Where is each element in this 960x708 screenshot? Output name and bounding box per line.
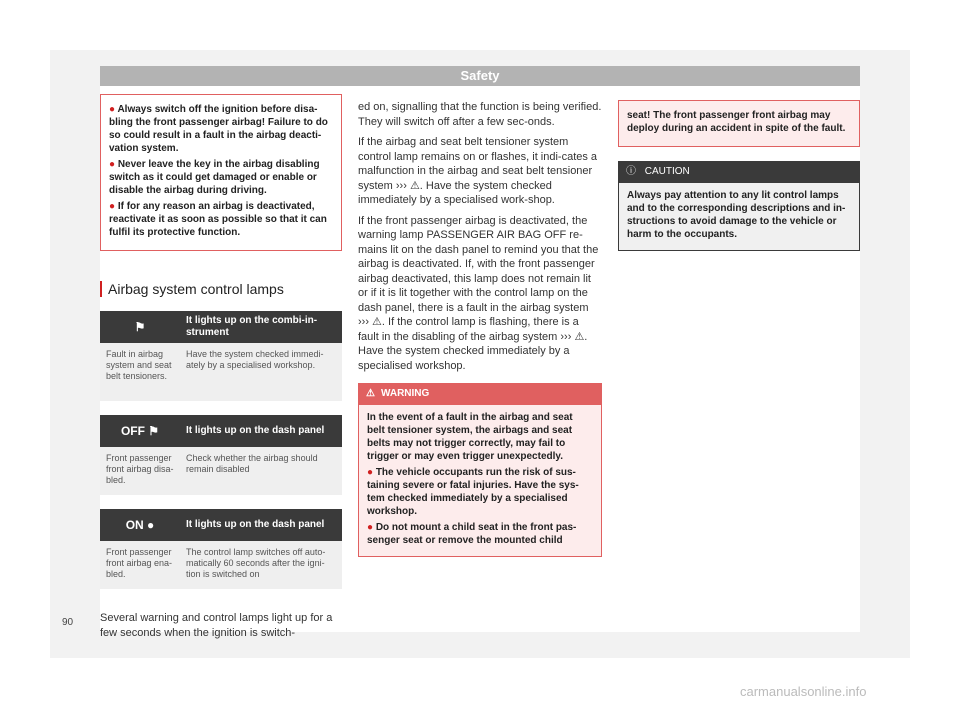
bullet-item: ● Never leave the key in the airbag disabling switch as it could get damaged or enable or disable the airbag during driving. [109, 159, 320, 196]
lamp-action: The control lamp switches off auto-matically 60 seconds after the igni-tion is switched on [186, 547, 326, 579]
warning-body [358, 405, 602, 557]
info-circle-icon: ⓘ [626, 166, 636, 177]
bullet-icon: ● [367, 467, 376, 478]
bullet-item: ● Always switch off the ignition before disa-bling the front passenger airbag! Failure to do so could result in a fault in the airbag deacti-vation system. [109, 104, 328, 154]
lamp-table [100, 311, 342, 589]
lamp-heading: It lights up on the dash panel [186, 425, 325, 436]
lamp-row [100, 447, 342, 495]
lamp-heading: It lights up on the dash panel [186, 519, 325, 530]
caution-body [618, 183, 860, 251]
lamp-condition: Front passenger front airbag disa-bled. [106, 453, 174, 485]
bullet-icon: ● [109, 201, 118, 212]
lamp-header [100, 509, 342, 541]
lamp-condition: Fault in airbag system and seat belt tensioners. [106, 349, 172, 381]
lamp-header [100, 415, 342, 447]
caution-text: Always pay attention to any lit control lamps and to the corresponding descriptions and in-structions to avoid damage to the vehicle or harm to the occupants. [627, 190, 846, 240]
page-content [100, 86, 860, 639]
bullet-item: ● Do not mount a child seat in the front pas-senger seat or remove the mounted child [367, 522, 577, 546]
column-left [100, 86, 342, 646]
warning-lead: In the event of a fault in the airbag and seat belt tensioner system, the airbags and seat belts may not trigger correctly, may fail to trigger or may even trigger unexpectedly. [367, 412, 573, 462]
warning-continuation-box [618, 100, 860, 147]
paragraph: If the front passenger airbag is deactivated, the warning lamp PASSENGER AIR BAG OFF re-mains lit on the dash panel to remind you that the airbag is deactivated. If, with the front passenger airbag deactivated, this lamp does not remain lit or if it is lit together with the control lamp on the dash panel, there is a fault in the airbag system ››› ⚠. If the control lamp is flashing, there is a fault in the disabling of the airbag system ››› ⚠. Have the system checked immediately by a specialised workshop. [358, 214, 599, 372]
bullet-item: ● The vehicle occupants run the risk of sus-taining severe or fatal injuries. Have the sys-tem checked immediately by a specialised workshop. [367, 467, 579, 517]
caution-box [618, 161, 860, 251]
warning-triangle-icon: ⚠ [366, 388, 375, 399]
bullet-icon: ● [109, 104, 118, 115]
watermark: carmanualsonline.info [740, 684, 867, 699]
lamp-row [100, 343, 342, 401]
lamp-row [100, 541, 342, 589]
column-middle [358, 86, 602, 557]
section-title: Airbag system control lamps [100, 281, 342, 297]
page-number: 90 [62, 617, 74, 628]
paragraph: ed on, signalling that the function is being verified. They will switch off after a few sec-onds. [358, 101, 602, 128]
warning-box [358, 383, 602, 557]
paragraph: If the airbag and seat belt tensioner system control lamp remains on or flashes, it indi-cates a malfunction in the airbag and seat belt tensioner system ››› ⚠. Have the system checked immediately by a specialised work-shop. [358, 136, 598, 206]
airbag-lamp-icon: ⚑ [134, 320, 146, 334]
bullet-item: ● If for any reason an airbag is deactivated, reactivate it as soon as possible so that it can fulfil its protective function. [109, 201, 327, 238]
airbag-off-lamp-icon: OFF ⚑ [120, 424, 160, 438]
bullet-icon: ● [367, 522, 376, 533]
bullet-icon: ● [109, 159, 118, 170]
warning-continuation-box [100, 94, 342, 251]
lamp-action: Check whether the airbag should remain disabled [186, 453, 318, 474]
airbag-on-lamp-icon: ON ● [125, 518, 155, 532]
section-header: Safety [100, 66, 860, 86]
lamp-header [100, 311, 342, 343]
lamp-heading: It lights up on the combi-in-strument [186, 315, 318, 338]
column-right [618, 86, 860, 251]
lamp-condition: Front passenger front airbag ena-bled. [106, 547, 173, 579]
caution-header: ⓘ CAUTION [618, 161, 860, 183]
closing-paragraph: Several warning and control lamps light up for a few seconds when the ignition is switch- [100, 612, 333, 639]
warning-header: ⚠ WARNING [358, 383, 602, 405]
warning-continuation: seat! The front passenger front airbag may deploy during an accident in spite of the fault. [627, 110, 846, 134]
lamp-action: Have the system checked immedi-ately by a specialised workshop. [186, 349, 324, 370]
